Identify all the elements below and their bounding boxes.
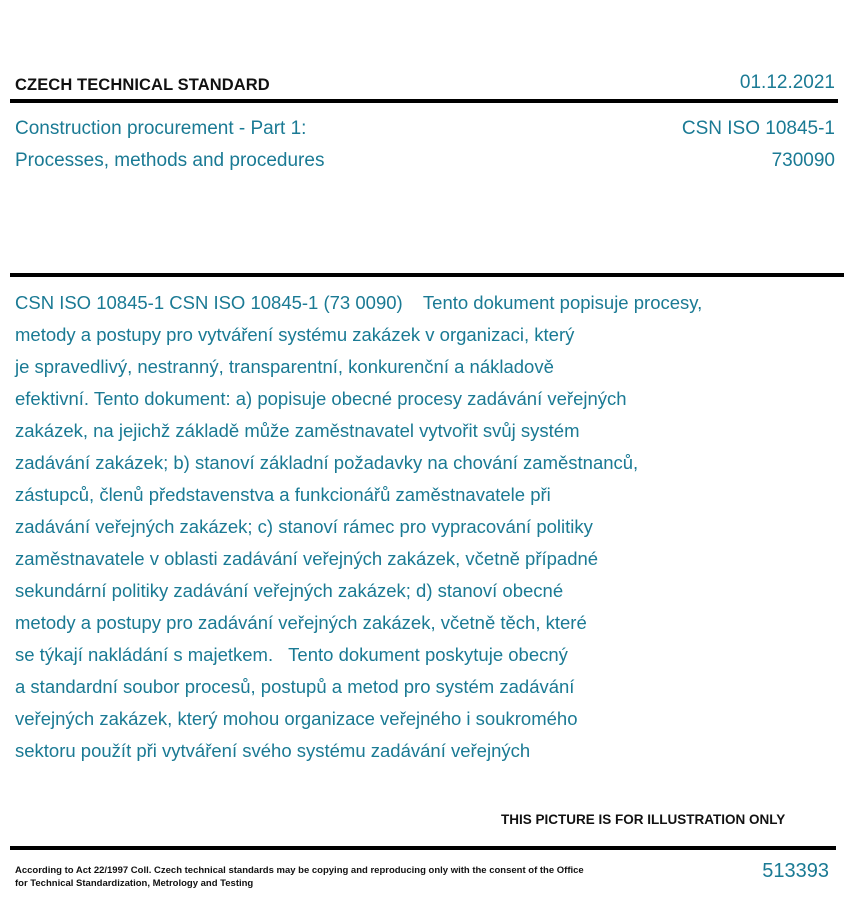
- illustration-disclaimer: THIS PICTURE IS FOR ILLUSTRATION ONLY: [501, 812, 786, 827]
- title-divider: [10, 273, 844, 277]
- abstract-line: efektivní. Tento dokument: a) popisuje obecné procesy zadávání veřejných: [15, 388, 627, 409]
- abstract-line: zástupců, členů představenstva a funkcionářů zaměstnavatele při: [15, 484, 551, 505]
- copyright-notice: [15, 864, 615, 890]
- abstract-line: veřejných zakázek, který mohou organizace veřejného i soukromého: [15, 708, 578, 729]
- footer-divider: [10, 846, 836, 850]
- document-id: 513393: [762, 860, 829, 882]
- abstract-line: zakázek, na jejichž základě může zaměstnavatel vytvořit svůj systém: [15, 420, 580, 441]
- abstract-line: zaměstnavatele v oblasti zadávání veřejných zakázek, včetně případné: [15, 548, 599, 569]
- abstract-line: zadávání zakázek; b) stanoví základní požadavky na chování zaměstnanců,: [15, 452, 639, 473]
- abstract-line: sekundární politiky zadávání veřejných zakázek; d) stanoví obecné: [15, 580, 564, 601]
- header-divider: [10, 99, 838, 103]
- copyright-notice-line-1: According to Act 22/1997 Coll. Czech technical standards may be copying and reproducing only with the consent of the Office: [15, 865, 584, 876]
- abstract-line: se týkají nakládání s majetkem. Tento dokument poskytuje obecný: [15, 644, 568, 665]
- abstract-line: CSN ISO 10845-1 CSN ISO 10845-1 (73 0090) Tento dokument popisuje procesy,: [15, 292, 703, 313]
- copyright-notice-line-2: for Technical Standardization, Metrology and Testing: [15, 878, 254, 889]
- publication-date: 01.12.2021: [739, 72, 835, 93]
- abstract-text: [15, 290, 835, 770]
- abstract-line: je spravedlivý, nestranný, transparentní, konkurenční a nákladově: [15, 356, 554, 377]
- abstract-line: zadávání veřejných zakázek; c) stanoví rámec pro vypracování politiky: [15, 516, 593, 537]
- abstract-line: sektoru použít při vytváření svého systému zadávání veřejných: [15, 740, 531, 761]
- classification-code: 730090: [771, 150, 835, 171]
- document-type-label: CZECH TECHNICAL STANDARD: [15, 76, 270, 94]
- abstract-line: metody a postupy pro vytváření systému zakázek v organizaci, který: [15, 324, 575, 345]
- abstract-line: a standardní soubor procesů, postupů a metod pro systém zadávání: [15, 676, 575, 697]
- standard-number: CSN ISO 10845-1: [681, 118, 835, 139]
- standard-title-line-1: Construction procurement - Part 1:: [15, 118, 307, 139]
- abstract-line: metody a postupy pro zadávání veřejných zakázek, včetně těch, které: [15, 612, 587, 633]
- standard-title-line-2: Processes, methods and procedures: [15, 150, 325, 171]
